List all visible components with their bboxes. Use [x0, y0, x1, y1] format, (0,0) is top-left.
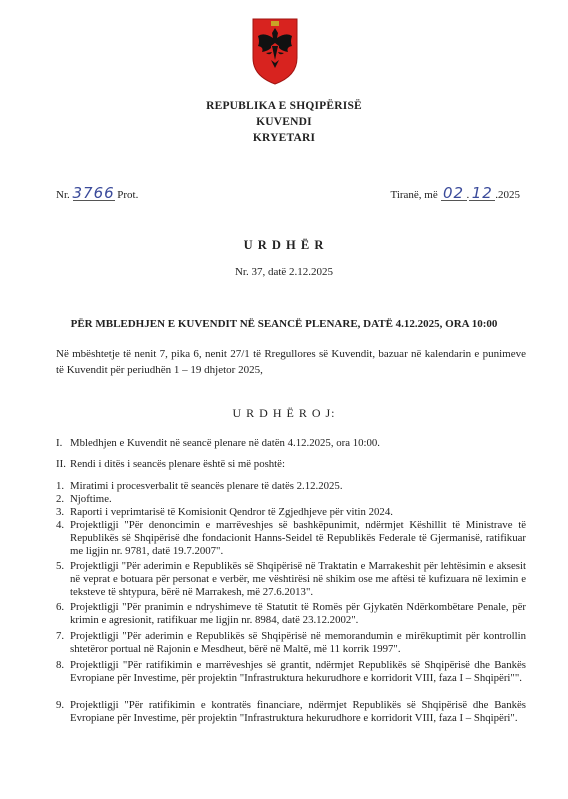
day-handwritten: 02: [441, 186, 467, 201]
month-handwritten: 12: [469, 186, 495, 201]
order-number: Nr. 37, datë 2.12.2025: [234, 266, 334, 278]
protocol-number-handwritten: 3766: [72, 184, 115, 202]
agenda-item: 6. Projektligji "Për pranimin e ndryshimeve të Statutit të Romës për Gjykatën Ndërkombëtare Penale, për krimin e agresionit, ratifikuar me ligjin nr. 8984, datë 23.12.2002".: [56, 601, 526, 627]
institution-name: KUVENDI: [256, 116, 312, 128]
place-date: Tiranë, më 02 . 12 .2025: [390, 184, 520, 202]
order-heading: U R D H Ë R O J:: [232, 406, 336, 420]
agenda-item: 5. Projektligji "Për aderimin e Republikës së Shqipërisë në Traktatin e Marrakeshit për lehtësimin e aksesit në veprat e botuara për personat e verbër, me vështirësi në shikim ose me aftësi të kufizuara në leximin e teksteve të shtypura, bërë në Marrakesh, më 27.6.2013".: [56, 560, 526, 599]
agenda-item: 1. Miratimi i procesverbalit të seancës plenare të datës 2.12.2025.: [56, 480, 343, 492]
protocol-number: Nr. 3766 Prot.: [56, 184, 139, 202]
document-title: U R D H Ë R: [243, 238, 325, 252]
section-two: II. Rendi i ditës i seancës plenare është si më poshtë:: [56, 458, 285, 470]
preamble: Në mbështetje të nenit 7, pika 6, nenit 27/1 të Rregullores së Kuvendit, bazuar në kalendarin e punimeve të Kuvendit për periudhën 1 – 19 dhjetor 2025,: [56, 348, 526, 376]
republic-name: REPUBLIKA E SHQIPËRISË: [206, 100, 362, 112]
agenda-item: 9. Projektligji "Për ratifikimin e kontratës financiare, ndërmjet Republikës së Shqipërisë dhe Bankës Evropiane për Investime, për projektin "Infrastruktura hekurudhore e korridorit VIII, faza I – Shqipëri".: [56, 699, 526, 725]
order-subject: PËR MBLEDHJEN E KUVENDIT NË SEANCË PLENARE, DATË 4.12.2025, ORA 10:00: [70, 318, 498, 330]
albanian-coat-of-arms-icon: [250, 16, 300, 86]
section-one: I. Mbledhjen e Kuvendit në seancë plenare në datën 4.12.2025, ora 10:00.: [56, 437, 381, 449]
office-name: KRYETARI: [252, 132, 316, 144]
agenda-item: 2. Njoftime.: [56, 493, 112, 505]
agenda-item: 3. Raporti i veprimtarisë të Komisionit Qendror të Zgjedhjeve për vitin 2024.: [56, 506, 393, 518]
agenda-item: 7. Projektligji "Për aderimin e Republikës së Shqipërisë në memorandumin e mirëkuptimit për kontrollin shtetëror portual në Rajonin e Mesdheut, bërë në Maltë, më 11 korrik 1997".: [56, 630, 526, 656]
agenda-item: 8. Projektligji "Për ratifikimin e marrëveshjes së grantit, ndërmjet Republikës së Shqipërisë dhe Bankës Evropiane për Investime, për projektin "Infrastruktura hekurudhore e korridorit VIII, faza I – Shqipëri"".: [56, 659, 526, 685]
agenda-item: 4. Projektligji "Për denoncimin e marrëveshjes së bashkëpunimit, ndërmjet Këshillit të Ministrave të Republikës së Shqipërisë dhe fondacionit Hanns-Seidel të Republikës Federale të Gjermanisë, ratifikuar me ligjin nr. 9781, datë 19.7.2007".: [56, 519, 526, 558]
